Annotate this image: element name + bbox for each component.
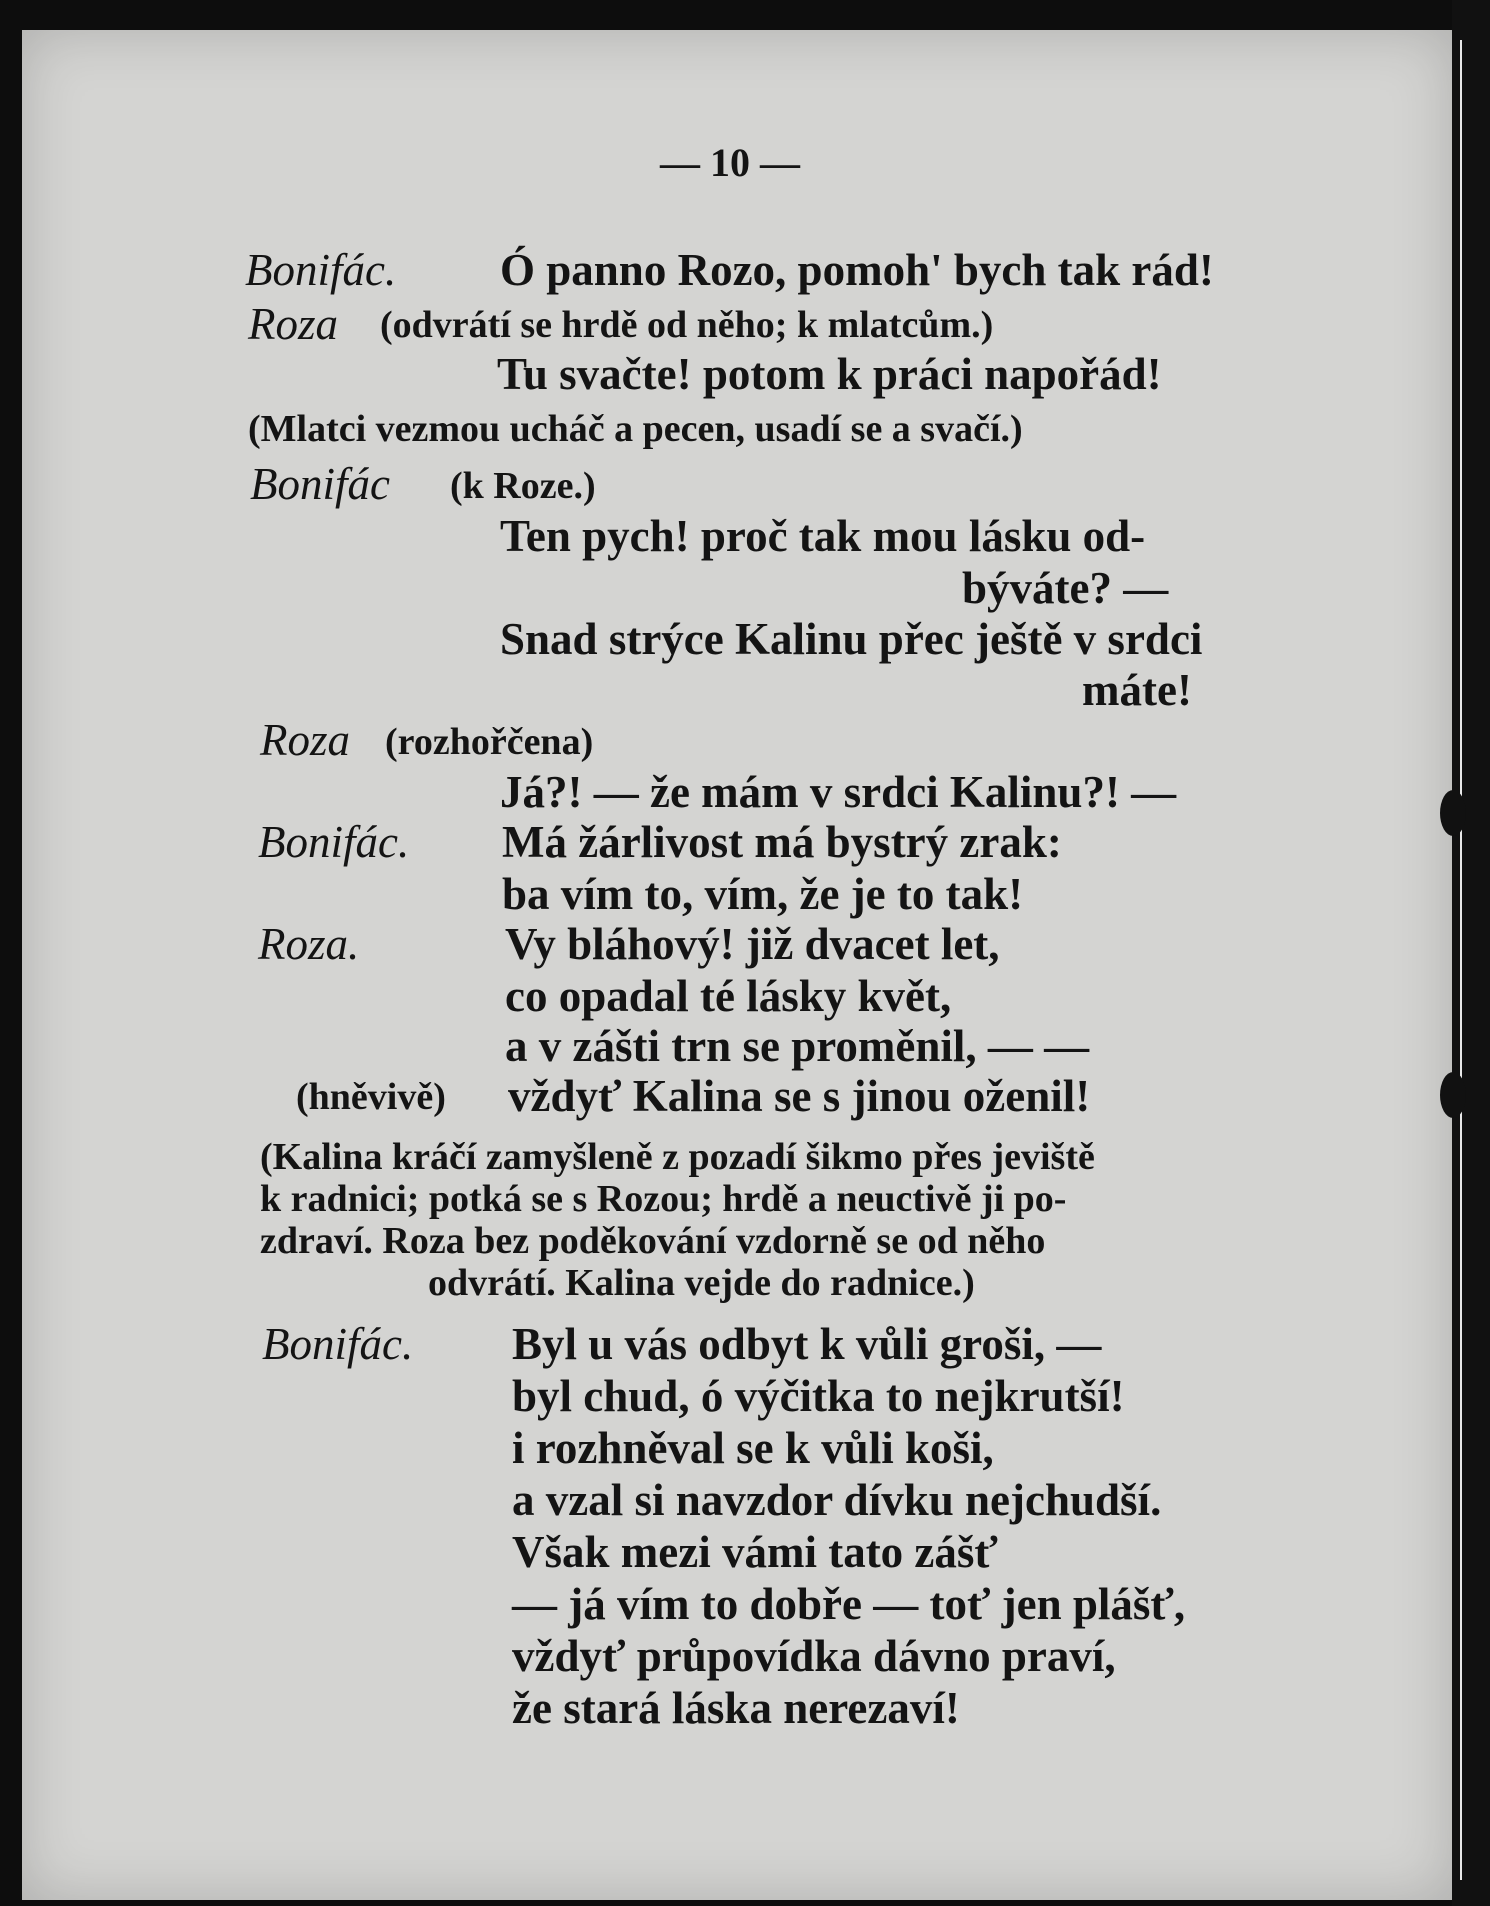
verse-line: ba vím to, vím, že je to tak! xyxy=(502,869,1024,919)
speaker-name: Roza xyxy=(260,715,350,765)
stage-direction-line: (Kalina kráčí zamyšleně z pozadí šikmo přes jeviště xyxy=(260,1136,1095,1178)
verse-line: — já vím to dobře — toť jen plášť, xyxy=(512,1579,1186,1629)
verse-line: že stará láska nerezaví! xyxy=(512,1683,960,1733)
binding-clip-mark xyxy=(1440,790,1466,836)
speaker-name: Bonifác xyxy=(250,459,390,509)
speaker-name: Bonifác. xyxy=(245,245,397,295)
binding-clip-mark xyxy=(1440,1072,1466,1118)
verse-line: máte! xyxy=(1082,665,1192,715)
verse-line: býváte? — xyxy=(962,563,1169,613)
verse-line: co opadal té lásky květ, xyxy=(505,971,952,1021)
verse-line: vždyť Kalina se s jinou oženil! xyxy=(508,1071,1091,1121)
verse-line: Ó panno Rozo, pomoh' bych tak rád! xyxy=(500,245,1214,295)
verse-line: a vzal si navzdor dívku nejchudší. xyxy=(512,1475,1162,1525)
verse-line: Tu svačte! potom k práci napořád! xyxy=(497,349,1162,399)
verse-line: Však mezi vámi tato zášť xyxy=(512,1527,998,1577)
speaker-name: Roza xyxy=(248,299,338,349)
stage-direction-inline: (Mlatci vezmou ucháč a pecen, usadí se a svačí.) xyxy=(248,408,1023,450)
verse-line: Byl u vás odbyt k vůli groši, — xyxy=(512,1319,1102,1369)
verse-line: Má žárlivost má bystrý zrak: xyxy=(502,817,1062,867)
verse-line: Vy bláhový! již dvacet let, xyxy=(505,919,1000,969)
verse-line: vždyť průpovídka dávno praví, xyxy=(512,1631,1116,1681)
verse-line: byl chud, ó výčitka to nejkrutší! xyxy=(512,1371,1125,1421)
verse-line: a v zášti trn se proměnil, — — xyxy=(505,1021,1090,1071)
verse-line: Já?! — že mám v srdci Kalinu?! — xyxy=(500,767,1177,817)
page-edge-line xyxy=(1460,40,1462,1880)
verse-line: Snad strýce Kalinu přec ještě v srdci xyxy=(500,614,1203,664)
stage-direction-line: k radnici; potká se s Rozou; hrdě a neuctivě ji po- xyxy=(260,1178,1067,1220)
speaker-name: Bonifác. xyxy=(262,1319,414,1369)
page-number: — 10 — xyxy=(660,140,800,185)
stage-direction-line: zdraví. Roza bez poděkování vzdorně se od něho xyxy=(260,1220,1046,1262)
stage-direction-inline: (odvrátí se hrdě od něho; k mlatcům.) xyxy=(380,304,994,346)
stage-direction-line: odvrátí. Kalina vejde do radnice.) xyxy=(428,1262,975,1304)
verse-line: i rozhněval se k vůli koši, xyxy=(512,1423,994,1473)
stage-direction-inline: (hněvivě) xyxy=(296,1076,446,1118)
stage-direction-inline: (rozhořčena) xyxy=(385,721,594,763)
speaker-name: Bonifác. xyxy=(258,817,410,867)
verse-line: Ten pych! proč tak mou lásku od- xyxy=(500,511,1146,561)
binding-edge xyxy=(1452,0,1490,1906)
stage-direction-inline: (k Roze.) xyxy=(450,465,596,507)
speaker-name: Roza. xyxy=(258,919,360,969)
